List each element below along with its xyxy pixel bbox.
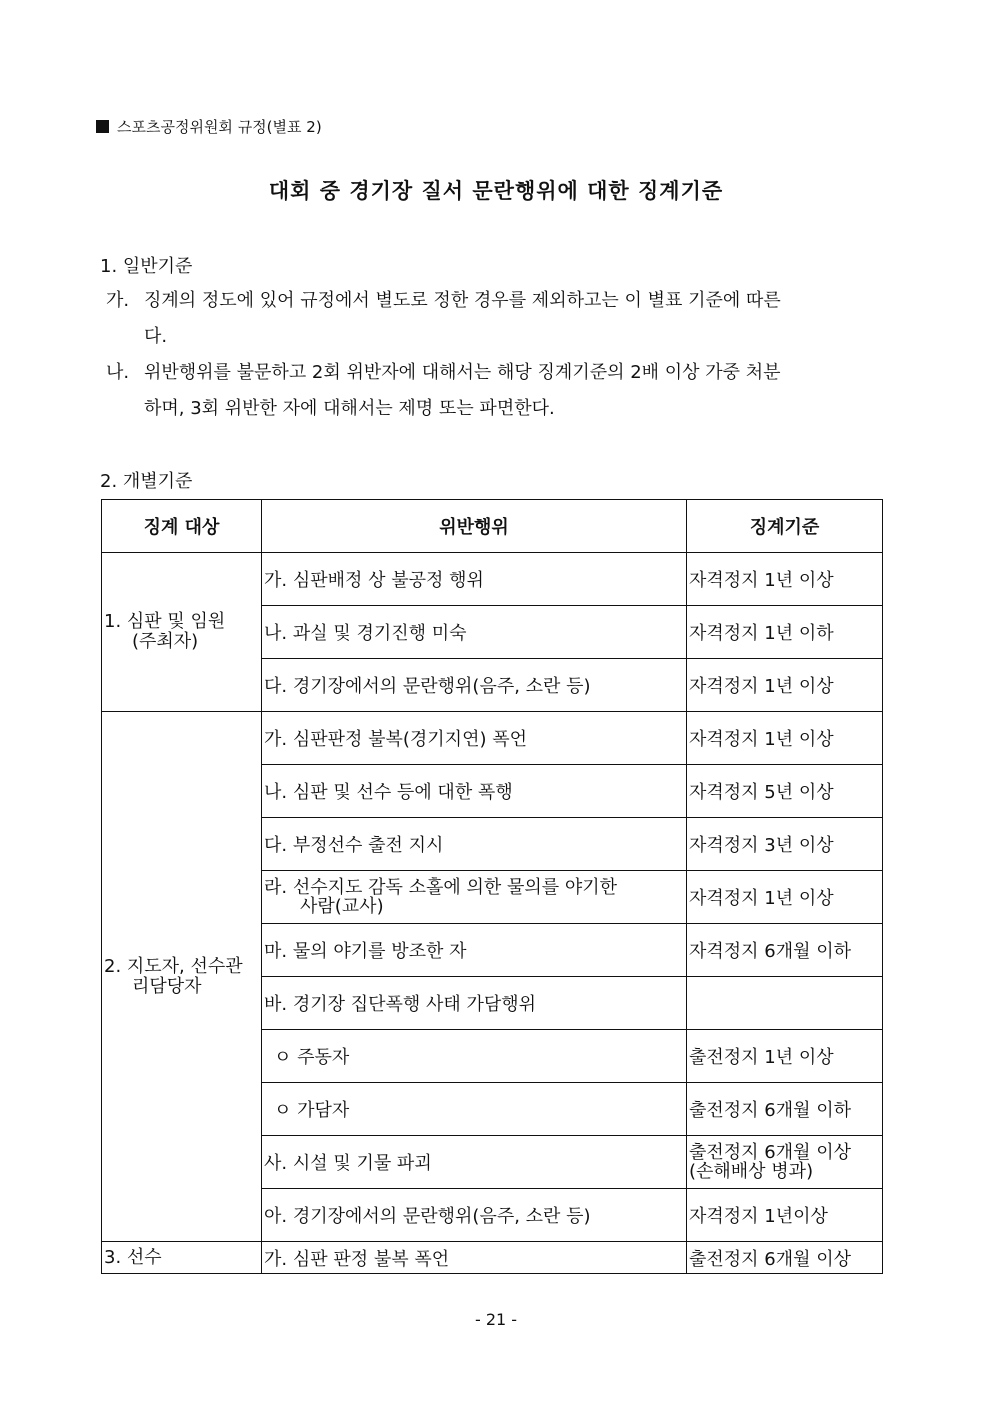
page-title: 대회 중 경기장 질서 문란행위에 대한 징계기준: [268, 179, 724, 203]
standard-cell: 출전정지 1년 이상: [687, 1030, 883, 1083]
item-marker: 가.: [106, 290, 130, 311]
target-line: 리담당자: [132, 975, 202, 997]
table-row: [102, 553, 883, 606]
general-heading: 1. 일반기준: [100, 256, 193, 277]
standard-cell: 자격정지 1년 이상: [687, 659, 883, 712]
violation-cell: ㅇ 주동자: [262, 1030, 687, 1083]
item-text-cont: 하며, 3회 위반한 자에 대해서는 제명 또는 파면한다.: [144, 398, 555, 419]
item-text: 위반행위를 불문하고 2회 위반자에 대해서는 해당 징계기준의 2배 이상 가중 처분: [144, 362, 781, 383]
standard-line: (손해배상 병과): [689, 1161, 814, 1182]
violation-cell: 사. 시설 및 기물 파괴: [262, 1136, 687, 1189]
general-item: [106, 283, 896, 355]
item-text: 징계의 정도에 있어 규정에서 별도로 정한 경우를 제외하고는 이 별표 기준에 따른: [144, 290, 781, 311]
standard-cell: [687, 1136, 883, 1189]
table-row: [102, 1242, 883, 1274]
violation-line: 라. 선수지도 감독 소홀에 의한 물의를 야기한: [264, 877, 618, 898]
target-line: (주최자): [132, 631, 199, 652]
standard-cell: 자격정지 1년 이상: [687, 712, 883, 765]
target-line: 2. 지도자, 선수관: [104, 955, 243, 977]
specific-heading: 2. 개별기준: [100, 471, 193, 492]
violation-cell: 가. 심판판정 불복(경기지연) 폭언: [262, 712, 687, 765]
standard-cell: 자격정지 1년이상: [687, 1189, 883, 1242]
target-cell: [102, 553, 262, 712]
standard-cell: 자격정지 1년 이상: [687, 553, 883, 606]
standard-cell: 자격정지 6개월 이하: [687, 924, 883, 977]
header-violation: 위반행위: [262, 500, 687, 553]
general-item: [106, 355, 896, 427]
standard-line: 출전정지 6개월 이상: [689, 1142, 851, 1163]
square-bullet-icon: [96, 120, 109, 133]
discipline-table: [101, 499, 883, 1274]
violation-cell: 나. 과실 및 경기진행 미숙: [262, 606, 687, 659]
violation-cell: 다. 경기장에서의 문란행위(음주, 소란 등): [262, 659, 687, 712]
item-marker: 나.: [106, 362, 130, 383]
target-line: 1. 심판 및 임원: [104, 611, 226, 632]
violation-cell: ㅇ 가담자: [262, 1083, 687, 1136]
violation-cell: 가. 심판배정 상 불공정 행위: [262, 553, 687, 606]
table-row: [102, 712, 883, 765]
standard-cell: 출전정지 6개월 이상: [687, 1242, 883, 1274]
standard-cell: 출전정지 6개월 이하: [687, 1083, 883, 1136]
violation-cell: 가. 심판 판정 불복 폭언: [262, 1242, 687, 1274]
standard-cell: 자격정지 5년 이상: [687, 765, 883, 818]
target-cell: [102, 1242, 262, 1274]
standard-cell: 자격정지 3년 이상: [687, 818, 883, 871]
violation-cell: 바. 경기장 집단폭행 사태 가담행위: [262, 977, 687, 1030]
standard-cell: [687, 977, 883, 1030]
item-text-cont: 다.: [144, 326, 168, 347]
header-text: 스포츠공정위원회 규정(별표 2): [117, 118, 322, 136]
page-number: - 21 -: [474, 1310, 518, 1329]
document-header: [96, 116, 322, 137]
violation-cell: 아. 경기장에서의 문란행위(음주, 소란 등): [262, 1189, 687, 1242]
header-standard: 징계기준: [687, 500, 883, 553]
target-line: 3. 선수: [104, 1246, 162, 1268]
header-target: 징계 대상: [102, 500, 262, 553]
standard-cell: 자격정지 1년 이하: [687, 606, 883, 659]
standard-cell: 자격정지 1년 이상: [687, 871, 883, 924]
violation-cell: 다. 부정선수 출전 지시: [262, 818, 687, 871]
violation-cell: 마. 물의 야기를 방조한 자: [262, 924, 687, 977]
target-cell: [102, 712, 262, 1242]
violation-cell: [262, 871, 687, 924]
violation-cell: 나. 심판 및 선수 등에 대한 폭행: [262, 765, 687, 818]
table-header-row: [102, 500, 883, 553]
violation-line: 사람(교사): [300, 896, 384, 917]
